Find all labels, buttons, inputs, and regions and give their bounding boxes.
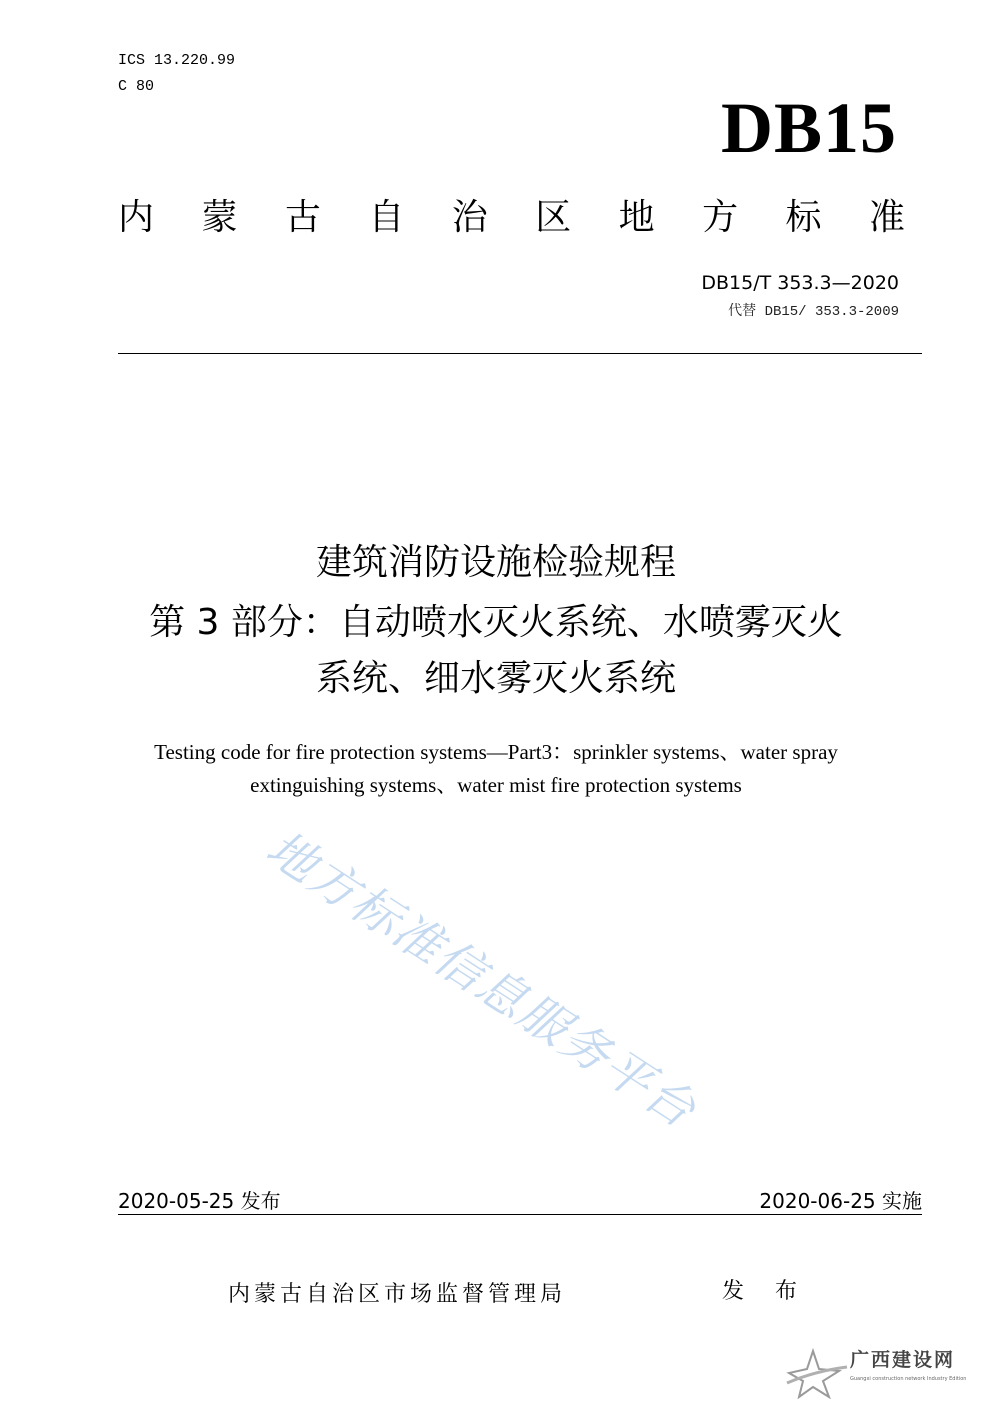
- watermark-text: 地方标准信息服务平台: [256, 820, 707, 1140]
- ccs-code: C 80: [118, 78, 155, 95]
- standard-type-heading: [118, 194, 905, 242]
- standard-type-char: 标: [785, 197, 822, 238]
- standard-number: DB15/T 353.3—2020: [701, 272, 899, 294]
- watermark: [255, 815, 815, 1195]
- title-zh-line-3: 系统、细水雾灭火系统: [315, 658, 676, 699]
- site-badge-name: 广西建设网: [850, 1350, 956, 1371]
- replaces-note: 代替 DB15/ 353.3-2009: [728, 304, 899, 320]
- standard-type-char: 治: [451, 197, 488, 238]
- standard-type-char: 准: [868, 197, 905, 238]
- header-divider: [118, 353, 922, 354]
- standard-type-char: 自: [368, 197, 405, 238]
- db15-logo: DB15: [720, 88, 897, 168]
- issuing-authority: 内蒙古自治区市场监督管理局: [228, 1282, 567, 1307]
- standard-type-char: 方: [702, 197, 739, 238]
- publish-date: 2020-05-25 发布: [118, 1189, 281, 1213]
- standard-type-char: 内: [118, 197, 155, 238]
- issue-label: 发 布: [722, 1279, 809, 1304]
- standard-type-char: 区: [535, 197, 572, 238]
- ics-code: ICS 13.220.99: [118, 52, 236, 69]
- site-badge-subtitle: Guangxi construction network Industry Edition: [850, 1376, 967, 1382]
- standard-type-char: 蒙: [201, 197, 238, 238]
- standard-type-char: 古: [284, 197, 321, 238]
- implement-date: 2020-06-25 实施: [759, 1189, 922, 1213]
- date-divider: [118, 1214, 922, 1215]
- title-zh-line-2: 第 3 部分：自动喷水灭火系统、水喷雾灭火: [149, 602, 843, 643]
- standard-type-char: 地: [618, 197, 655, 238]
- title-en-line-1: Testing code for fire protection systems—Part3：sprinkler systems、water spray: [154, 740, 838, 764]
- title-en-line-2: extinguishing systems、water mist fire protection systems: [250, 773, 742, 797]
- title-zh-line-1: 建筑消防设施检验规程: [315, 542, 676, 583]
